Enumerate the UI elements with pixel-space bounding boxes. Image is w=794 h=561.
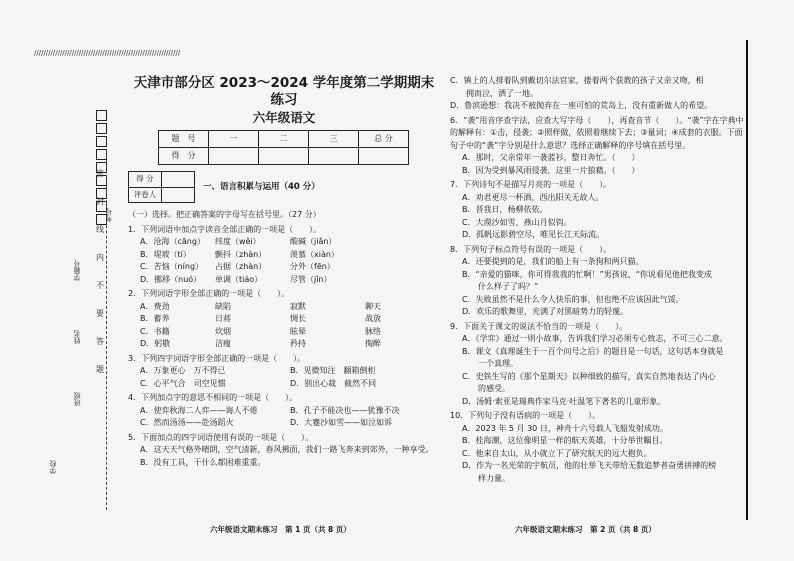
- question-5-option-b: B．没有工具，干什么都困难重重。: [140, 457, 266, 467]
- question-8: 8．下列句子标点符号有误的一项是（ ）。: [450, 244, 612, 254]
- exam-subtitle: 六年级语文: [252, 110, 316, 125]
- question-4-options: A．使弈秋海二人弈——诲人不倦 B．孔子不能决也——犹豫不决 C．然而汤汤——赴汤蹈火 D．大蹇沙如雪——如泣如诉: [140, 405, 400, 427]
- page-2-column: [450, 75, 750, 485]
- question-8-d: D．欢乐的歌舞里，充满了对黑暗势力的轻蔑。: [462, 307, 629, 316]
- question-2: 2．下列词语字形全部正确的一项是（ ）。: [128, 289, 290, 298]
- question-7-a: A．劝君更尽一杯酒，西出阳关无故人。: [462, 192, 604, 202]
- binding-slash-line: //////////////////////////////////////////////////////////////: [34, 49, 181, 57]
- seal-line-notice: 密 封 线 内 不 要 答 题: [96, 169, 104, 374]
- grader-table: 得 分 评卷人: [128, 171, 195, 203]
- question-9-b: B．课文《真理诞生于一百个问号之后》的题目是一句话，这句话本身就是: [462, 346, 724, 356]
- question-6: 6．“袭”用音序查字法，应查大写字母（ ），再查音节（ ）。“袭”字在字典中的解释有：①击，侵袭；②照样做，依照着继续下去；③量词；④成套的衣服。下面句子中的“袭”字分别是什么意思？选择正确解释的序号填在括号里。: [450, 115, 744, 150]
- question-1-options: A．沧海（cāng） 纬度（wěi） 酸碱（jiǎn） B．堤坡（tí） 颤抖（zhàn） 羡慕（xiàn） C．苦恼（níng） 占据（zhàn） 分外（fēn） D．挪移（nuó） 单调（tiáo） 尽管（jǐn）: [140, 237, 339, 284]
- question-6-a: A．那时，父亲常年一袭蓝衫，整日奔忙。（ ）: [462, 153, 640, 162]
- question-9-d: D．汤姆·索亚是瑞典作家马克·吐温笔下著名的儿童形象。: [462, 396, 666, 406]
- class-label: 班级: [73, 392, 81, 406]
- question-7-c: C．大漠沙如雪，燕山月似钩。: [462, 217, 572, 227]
- question-5: 5．下面加点的四字词语使用有误的一项是（ ）。: [128, 432, 314, 442]
- question-4: 4．下列加点字的意思不相同的一项是（ ）。: [128, 393, 298, 402]
- question-8-b-cont: 什么样子了吗？”: [462, 282, 539, 291]
- question-5-option-d: D．鲁滨逊想：我决不被抛弃在一座可怕的荒岛上，没有重新做人的希望。: [450, 101, 713, 110]
- school-label: 学校: [49, 460, 57, 474]
- student-id-label: 学籍号: [73, 260, 81, 281]
- question-7-b: B．晋我日，杨柳依依。: [462, 205, 548, 214]
- question-8-a: A．还要提到的是，我们的船上有一条狗和两只猫。: [462, 257, 644, 266]
- section-title: 一、语言积累与运用（40 分）: [203, 181, 320, 192]
- question-3: 3．下列四字词语字形全部正确的一项是（ ）。: [128, 353, 306, 363]
- section-instruction: （一）选择。把正确答案的字母写在括号里。（27 分）: [128, 210, 321, 219]
- question-5-option-a: A．这天天气格外晴朗，空气清新，春风拂面，我们一路飞奔来到郊外，一种享受。: [140, 445, 434, 454]
- page-1-column: [128, 75, 440, 469]
- footer-page-2: 六年级语文期末练习 第 2 页（共 8 页）: [515, 525, 656, 534]
- name-label: 姓名: [73, 330, 81, 344]
- right-border: [746, 40, 748, 520]
- question-10-d-cont: 样力量。: [462, 473, 510, 483]
- question-9-c-cont: 的感受。: [462, 384, 510, 393]
- question-8-c: C．失败虽然不是什么令人快乐的事，但也绝不应该因此气馁。: [462, 294, 684, 304]
- seal-line: [106, 150, 108, 510]
- question-9-a: A．《学弈》通过一则小故事，告诉我们学习必须专心致志，不可三心二意。: [462, 334, 728, 343]
- exam-title: 天津市部分区 2023～2024 学年度第二学期期末练习: [133, 75, 435, 108]
- question-5-option-c: C．镇上的人排着队到戴切尔法官家，搂着两个获教的孩子又亲又吻，相: [450, 76, 704, 85]
- question-10-c: C．他来自太山，从小就立下了研究航天的远大抱负。: [462, 448, 652, 458]
- question-9: 9．下面关于课文的说法不恰当的一项是（ ）。: [450, 321, 628, 331]
- question-9-b-cont: 一个真理。: [462, 359, 518, 368]
- question-8-b: B．“亲爱的猫咪，你可得我我的忙啊！”男孩说，“你说看见他把我变成: [462, 269, 712, 279]
- question-2-options: A．费劲 缺陷 寂默 聊天 B．蓄养 日蒋 惆长 战放 C．书籍 炊烟 眩晕 脉络 D．躬敬 洁瘦 矜持 掏醉: [140, 301, 381, 348]
- question-7: 7．下列诗句不是描写月亮的一项是（ ）。: [450, 180, 612, 189]
- question-7-d: D．孤帆远影碧空尽，唯见长江天际流。: [462, 230, 605, 239]
- question-10-d: D．作为一名光荣的宇航员，他的壮举飞天带给无数追梦者奋勇拼搏的榜: [462, 461, 717, 470]
- question-3-options: A．万象更心 万不得已 B．见微知注 翻箱倒柜 C．心平气合 司空见惯 D．别出心裁 截然不同: [140, 366, 377, 388]
- question-10-a: A．2023 年 5 月 30 日，神舟十六号载人飞船发射成功。: [462, 423, 668, 433]
- question-10-b: B．桂海潮，这位像明星一样的航天英雄，十分举世瞩目。: [462, 436, 668, 445]
- question-1: 1．下列词语中加点字读音全部正确的一项是（ ）。: [128, 224, 322, 234]
- exam-number-label: 考号: [105, 208, 113, 222]
- question-10: 10．下列句子没有语病的一项是（ ）。: [450, 411, 601, 420]
- footer-page-1: 六年级语文期末练习 第 1 页（共 8 页）: [210, 525, 351, 534]
- question-9-c: C．史铁生写的《那个星期天》以种细致的描写，真实自然地表达了内心: [462, 371, 716, 381]
- section-header: [128, 171, 440, 203]
- question-6-b: B．因为受到暴风雨侵袭，这里一片狼藉。（ ）: [462, 165, 640, 175]
- question-5-option-c-cont: 拥而泣，洒了一地。: [450, 88, 538, 98]
- score-table: 题 号 一 二 三 总 分 得 分: [158, 130, 409, 165]
